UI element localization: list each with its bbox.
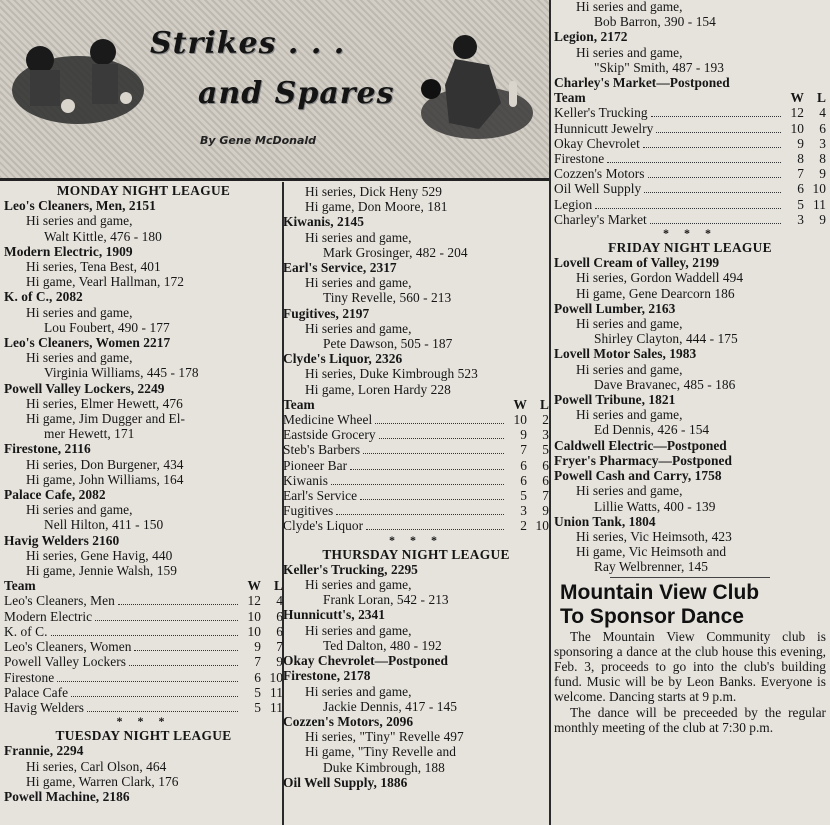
score-line: Hi game, Jim Dugger and El- [26,411,186,427]
wins: 5 [797,196,804,212]
standings-row [4,700,283,715]
column-banner [0,0,549,181]
wins: 7 [520,442,527,458]
score-line: Dave Bravanec, 485 - 186 [594,376,736,392]
score-line: Hi series, "Tiny" Revelle 497 [305,729,464,745]
section-separator: * * * [389,532,443,547]
score-line: Frank Loran, 542 - 213 [323,592,449,608]
team-result: Modern Electric, 1909 [4,243,133,259]
losses: 5 [542,442,549,458]
dot-leader [650,214,781,224]
team-name: Keller's Trucking [554,105,648,121]
article-headline-line1: Mountain View Club [560,580,760,604]
losses: 4 [276,593,283,609]
score-line: Hi game, "Tiny Revelle and [305,744,456,760]
team-result: Frannie, 2294 [4,743,84,759]
league-heading: FRIDAY NIGHT LEAGUE [608,240,772,256]
score-line: "Skip" Smith, 487 - 193 [594,59,725,75]
score-line: Hi series and game, [576,44,683,60]
dot-leader [375,414,504,424]
dot-leader [607,153,781,163]
score-line: Hi series, Dick Heny 529 [305,184,442,199]
team-result: Firestone, 2116 [4,441,91,457]
dot-leader [39,581,238,590]
score-line: Hi series, Gordon Waddell 494 [576,270,744,286]
losses: 9 [819,166,826,182]
score-line: Hi series and game, [26,502,133,518]
column-rule-right [549,0,551,825]
wins: 2 [520,518,527,534]
team-result: Union Tank, 1804 [554,513,656,529]
score-line: Hi game, Gene Dearcorn 186 [576,285,735,301]
score-line: Lou Foubert, 490 - 177 [44,319,170,335]
team-name: Firestone [554,151,605,167]
score-line: Bob Barron, 390 - 154 [594,14,716,30]
wins: 10 [247,608,261,624]
score-line: Hi series and game, [26,350,133,366]
standings-row [283,518,549,533]
standings-row [554,166,826,181]
dot-leader [363,444,504,454]
wins: 8 [797,151,804,167]
team-name: Fugitives [283,503,334,519]
team-name: Team [283,396,315,412]
dot-leader [595,199,781,209]
dot-leader [57,672,238,682]
section-separator: * * * [116,714,171,729]
wins: 5 [254,699,261,715]
losses: 11 [270,699,283,715]
dot-leader [589,93,781,102]
dot-leader [643,138,781,148]
column-tuesday-thursday [283,184,549,825]
losses: 3 [542,427,549,443]
score-line: Hi game, Warren Clark, 176 [26,773,179,789]
team-result: Lovell Cream of Valley, 2199 [554,255,720,271]
score-line: Mark Grosinger, 482 - 204 [323,244,468,260]
bowler-throwing-icon [405,25,535,145]
team-result: Firestone, 2178 [283,668,371,684]
score-line: Hi series and game, [305,577,412,593]
wins: 9 [254,639,261,655]
standings-row [283,488,549,503]
team-name: K. of C. [4,623,48,639]
team-name: Modern Electric [4,608,93,624]
wins: 10 [247,623,261,639]
standings-header [283,397,549,412]
team-result: Lovell Motor Sales, 1983 [554,346,697,362]
losses: 7 [276,639,283,655]
team-result: Fugitives, 2197 [283,305,370,321]
team-result: Leo's Cleaners, Men, 2151 [4,198,156,214]
losses: 6 [542,472,549,488]
score-line: Hi series and game, [26,304,133,320]
team-name: Leo's Cleaners, Men [4,593,115,609]
wins: 3 [797,211,804,227]
losses: L [817,90,826,106]
score-line: Hi game, John Williams, 164 [26,471,184,487]
dot-leader [71,687,238,697]
score-line: Hi series, Duke Kimbrough 523 [305,366,478,382]
league-heading: TUESDAY NIGHT LEAGUE [55,728,232,744]
score-line: Duke Kimbrough, 188 [323,759,445,775]
team-result: Powell Lumber, 2163 [554,300,676,316]
losses: 9 [542,503,549,519]
losses: 10 [269,669,283,685]
score-line: Hi series and game, [576,0,683,14]
team-name: Powell Valley Lockers [4,654,127,670]
standings-row [283,427,549,442]
team-name: Clyde's Liquor [283,518,364,534]
team-result: Havig Welders 2160 [4,532,120,548]
team-name: Leo's Cleaners, Women [4,639,132,655]
losses: 4 [819,105,826,121]
team-name: Team [4,578,36,594]
article-paragraph: The Mountain View Community club is sponsoring a dance at the club house this evening, Feb. 3, proceeds to go into the club's building fund. Music will be by Leon Banks. Everyone is welcome. Dancing starts at 9 p.m. [554,628,826,705]
score-line: Hi game, Vearl Hallman, 172 [26,274,185,290]
team-result: Hunnicutt's, 2341 [283,607,386,623]
team-result: Clyde's Liquor, 2326 [283,351,403,367]
wins: 9 [797,135,804,151]
team-result: Legion, 2172 [554,29,628,45]
score-line: Hi game, Vic Heimsoth and [576,544,727,560]
wins: W [247,578,261,594]
dot-leader [379,429,504,439]
wins: 12 [790,105,804,121]
standings-row [283,473,549,488]
team-name: Hunnicutt Jewelry [554,120,654,136]
standings-header [554,90,826,105]
wins: 6 [254,669,261,685]
team-name: Kiwanis [283,472,328,488]
standings-row [4,654,283,669]
wins: 6 [520,457,527,473]
dot-leader [134,641,238,651]
league-heading: MONDAY NIGHT LEAGUE [56,183,231,198]
losses: 7 [542,488,549,504]
losses: 10 [535,518,549,534]
score-line: mer Hewett, 171 [44,426,135,442]
team-result: Powell Valley Lockers, 2249 [4,380,165,396]
losses: 6 [819,120,826,136]
score-line: Hi series, Gene Havig, 440 [26,547,173,563]
score-line: Hi series, Vic Heimsoth, 423 [576,528,732,544]
score-line: Lillie Watts, 400 - 139 [594,498,716,514]
losses: 9 [819,211,826,227]
standings-row [4,670,283,685]
team-result: K. of C., 2082 [4,289,83,305]
standings-row [4,624,283,639]
column-results-list [554,0,826,575]
wins: 6 [520,472,527,488]
score-line: Hi series and game, [576,483,683,499]
team-name: Charley's Market [554,211,647,227]
losses: 6 [276,608,283,624]
standings-row [554,136,826,151]
team-result: Palace Cafe, 2082 [4,487,106,503]
team-result: Charley's Market—Postponed [554,75,730,91]
standings-row [554,121,826,136]
standings-row [283,442,549,457]
dot-leader [118,595,238,605]
losses: 9 [276,654,283,670]
bowlers-illustration-icon [8,20,148,130]
team-name: Oil Well Supply [554,181,642,197]
score-line: Nell Hilton, 411 - 150 [44,517,164,533]
losses: 11 [270,684,283,700]
wins: 6 [797,181,804,197]
team-result: Powell Machine, 2186 [4,788,130,804]
wins: 7 [254,654,261,670]
team-result: Fryer's Pharmacy—Postponed [554,452,732,468]
section-separator: * * * [663,226,717,241]
dot-leader [648,168,781,178]
losses: 8 [819,151,826,167]
score-line: Hi series and game, [305,320,412,336]
team-result: Kiwanis, 2145 [283,214,365,230]
standings-row [554,197,826,212]
team-result: Powell Cash and Carry, 1758 [554,468,722,484]
losses: L [540,396,549,412]
score-line: Virginia Williams, 445 - 178 [44,365,199,381]
column-thursday-friday [554,0,826,825]
team-name: Pioneer Bar [283,457,348,473]
score-line: Hi series and game, [576,316,683,332]
wins: 3 [520,503,527,519]
dot-leader [366,520,504,530]
dot-leader [336,505,504,515]
score-line: Jackie Dennis, 417 - 145 [323,698,457,714]
team-name: Earl's Service [283,488,358,504]
team-result: Caldwell Electric—Postponed [554,437,727,453]
score-line: Hi game, Jennie Walsh, 159 [26,563,177,579]
losses: 3 [819,135,826,151]
losses: 2 [542,412,549,428]
wins: 7 [797,166,804,182]
banner-title-line1: Strikes . . . [150,26,346,61]
standings-row [554,181,826,196]
score-line: Hi series and game, [305,275,412,291]
team-result: Oil Well Supply, 1886 [283,774,408,790]
dot-leader [656,123,781,133]
team-name: Firestone [4,669,55,685]
wins: 12 [247,593,261,609]
team-result: Powell Tribune, 1821 [554,392,676,408]
team-result: Okay Chevrolet—Postponed [283,653,448,669]
team-name: Legion [554,196,593,212]
score-line: Hi series, Tena Best, 401 [26,259,161,275]
wins: 10 [790,120,804,136]
article-headline-line2: To Sponsor Dance [560,604,744,628]
standings-row [554,105,826,120]
score-line: Hi series, Carl Olson, 464 [26,758,167,774]
dot-leader [129,656,238,666]
dot-leader [651,107,781,117]
score-line: Ray Welbrenner, 145 [594,559,708,575]
team-result: Cozzen's Motors, 2096 [283,713,414,729]
dot-leader [51,626,238,636]
standings-row [4,593,283,608]
team-result: Leo's Cleaners, Women 2217 [4,335,171,351]
losses: 10 [812,181,826,197]
score-line: Hi series and game, [305,683,412,699]
dot-leader [331,475,504,485]
dot-leader [360,490,504,500]
dot-leader [350,460,504,470]
wins: 10 [513,412,527,428]
losses: 11 [813,196,826,212]
losses: L [274,578,283,594]
dot-leader [644,183,781,193]
byline: By Gene McDonald [200,134,317,147]
standings-row [4,609,283,624]
standings-row [283,412,549,427]
score-line: Hi series and game, [26,213,133,229]
score-line: Walt Kittle, 476 - 180 [44,228,162,244]
league-heading: THURSDAY NIGHT LEAGUE [322,546,510,562]
score-line: Hi series and game, [576,361,683,377]
standings-header [4,578,283,593]
wins: W [513,396,527,412]
team-name: Havig Welders [4,699,85,715]
wins: 9 [520,427,527,443]
standings-row [554,151,826,166]
score-line: Hi game, Don Moore, 181 [305,199,448,215]
score-line: Tiny Revelle, 560 - 213 [323,290,452,306]
score-line: Hi game, Loren Hardy 228 [305,381,451,397]
losses: 6 [542,457,549,473]
team-name: Palace Cafe [4,684,69,700]
score-line: Hi series and game, [305,622,412,638]
dot-leader [87,702,238,712]
score-line: Pete Dawson, 505 - 187 [323,336,453,352]
article-paragraph: The dance will be preceeded by the regular monthly meeting of the club at 7:30 p.m. [554,704,826,735]
score-line: Ted Dalton, 480 - 192 [323,637,442,653]
team-result: Keller's Trucking, 2295 [283,561,418,577]
divider [610,577,770,578]
score-line: Hi series, Don Burgener, 434 [26,456,184,472]
score-line: Hi series, Elmer Hewett, 476 [26,395,183,411]
team-name: Medicine Wheel [283,412,373,428]
standings-row [4,639,283,654]
standings-row [283,503,549,518]
score-line: Shirley Clayton, 444 - 175 [594,331,738,347]
score-line: Hi series and game, [576,407,683,423]
losses: 6 [276,623,283,639]
banner-title-line2: and Spares [198,76,395,111]
column-monday-tuesday [4,183,283,825]
team-result: Earl's Service, 2317 [283,260,397,276]
wins: 5 [520,488,527,504]
team-name: Eastside Grocery [283,427,376,443]
team-name: Okay Chevrolet [554,135,640,151]
dot-leader [95,611,238,621]
standings-row [4,685,283,700]
dot-leader [318,400,504,409]
team-name: Steb's Barbers [283,442,361,458]
standings-row [283,458,549,473]
standings-row [554,212,826,227]
score-line: Ed Dennis, 426 - 154 [594,422,710,438]
team-name: Team [554,90,586,106]
wins: 5 [254,684,261,700]
team-name: Cozzen's Motors [554,166,645,182]
score-line: Hi series and game, [305,229,412,245]
wins: W [790,90,804,106]
